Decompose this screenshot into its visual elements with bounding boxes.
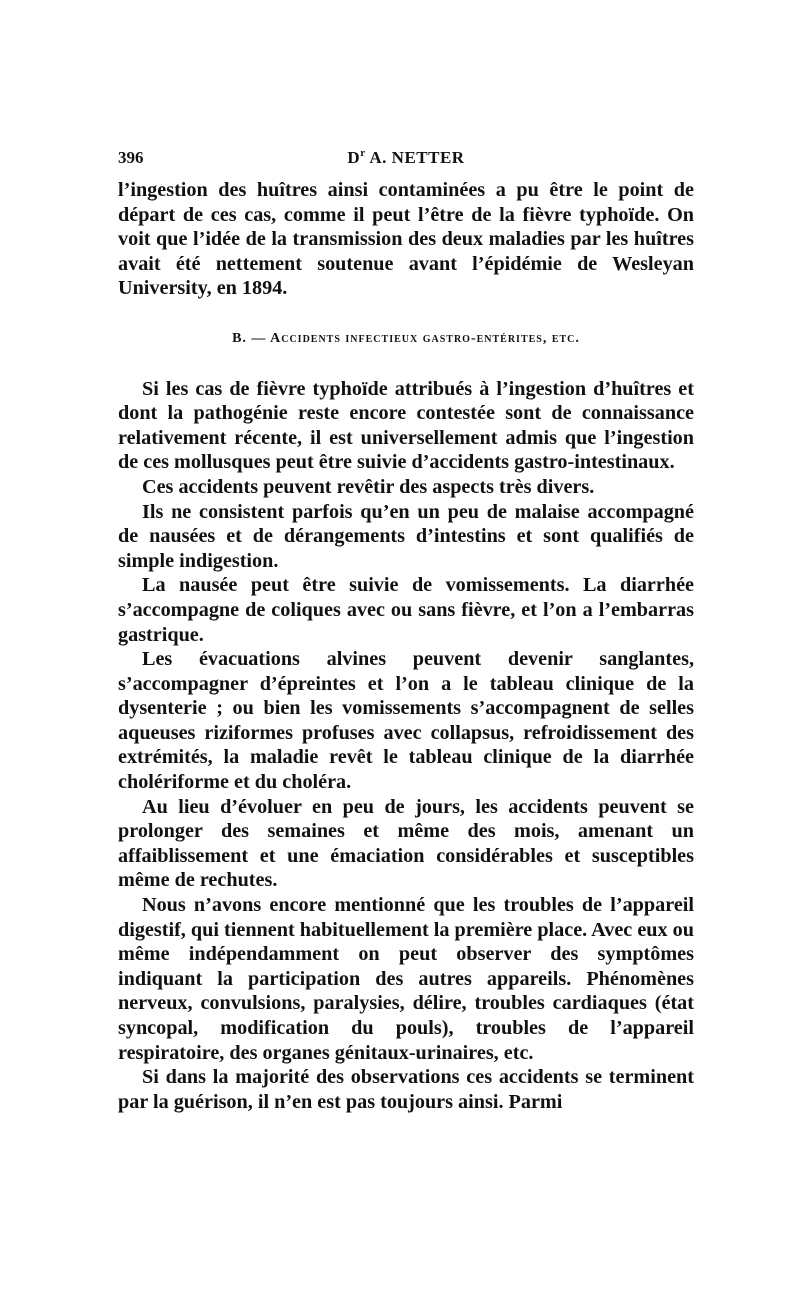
paragraph: Ils ne consistent parfois qu’en un peu de malaise accompagné de nausées et de dérangements d’intestins et sont qualifiés de simple indigestion. bbox=[118, 500, 694, 572]
paragraph: Les évacuations alvines peuvent devenir sanglantes, s’accompagner d’épreintes et l’on a le tableau clinique de la dysenterie ; ou bien les vomissements s’accompagnent de selles aqueuses riziformes profuses avec collapsus, refroidissement des extrémités, la maladie revêt le tableau clinique de la diarrhée cholériforme et du choléra. bbox=[118, 648, 694, 794]
body-text bbox=[118, 178, 694, 1114]
running-title-superscript: r bbox=[360, 147, 366, 159]
paragraph: La nausée peut être suivie de vomissements. La diarrhée s’accompagne de coliques avec ou sans fièvre, et l’on a l’embarras gastrique. bbox=[118, 574, 694, 646]
page-number: 396 bbox=[118, 148, 144, 167]
page-header bbox=[118, 148, 694, 178]
paragraph: Ces accidents peuvent revêtir des aspects très divers. bbox=[142, 475, 595, 498]
paragraph-continuation: l’ingestion des huîtres ainsi contaminées a pu être le point de départ de ces cas, comme il peut l’être de la fièvre typhoïde. On voit que l’idée de la transmission des deux maladies par les huîtres avait été nettement soutenue avant l’épidémie de Wesleyan University, en 1894. bbox=[118, 179, 694, 300]
paragraph: Si les cas de fièvre typhoïde attribués à l’ingestion d’huîtres et dont la pathogénie reste encore contestée sont de connaissance relativement récente, il est universellement admis que l’ingestion de ces mollusques peut être suivie d’accidents gastro-intestinaux. bbox=[118, 377, 694, 474]
book-page bbox=[118, 148, 694, 1114]
running-title-name: A. NETTER bbox=[365, 148, 465, 167]
paragraph: Au lieu d’évoluer en peu de jours, les accidents peuvent se prolonger des semaines et même des mois, amenant un affaiblissement et une émaciation considérables et susceptibles même de rechutes. bbox=[118, 795, 694, 892]
section-heading: B. — Accidents infectieux gastro-entérites, etc. bbox=[232, 330, 580, 346]
paragraph: Nous n’avons encore mentionné que les troubles de l’appareil digestif, qui tiennent habituellement la première place. Avec eux ou même indépendamment on peut observer des symptômes indiquant la participation des autres appareils. Phénomènes nerveux, convulsions, paralysies, délire, troubles cardiaques (état syncopal, modification du pouls), troubles de l’appareil respiratoire, des organes génitaux-urinaires, etc. bbox=[118, 894, 694, 1064]
running-title bbox=[118, 148, 694, 168]
running-title-prefix: D bbox=[347, 148, 361, 167]
paragraph: Si dans la majorité des observations ces accidents se terminent par la guérison, il n’en est pas toujours ainsi. Parmi bbox=[118, 1066, 694, 1113]
